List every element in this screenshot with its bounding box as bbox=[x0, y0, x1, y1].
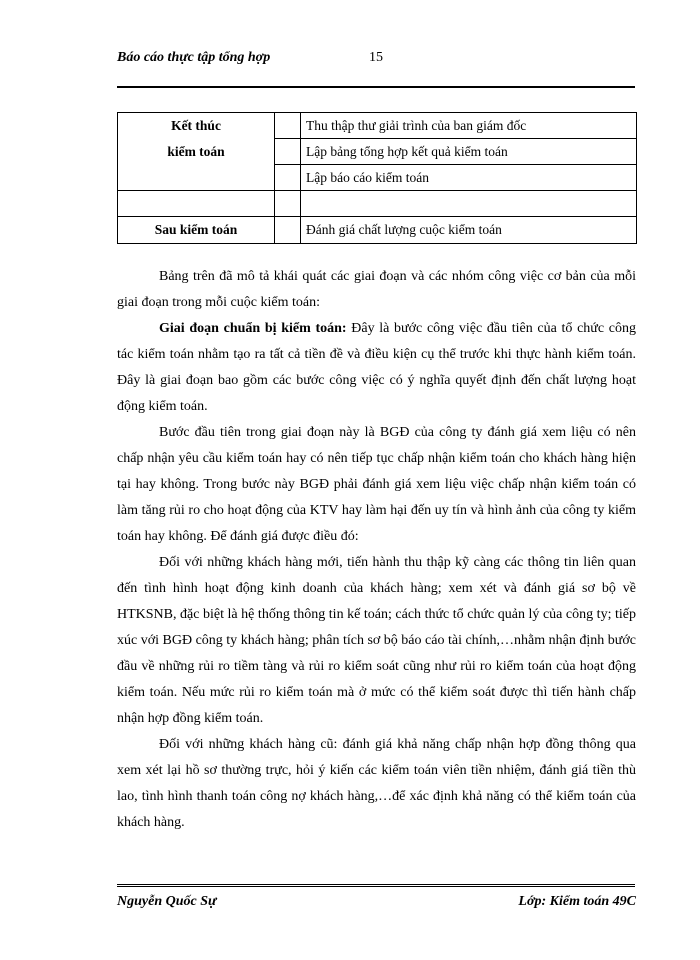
page-number: 15 bbox=[369, 50, 383, 65]
footer-class: Lớp: Kiểm toán 49C bbox=[518, 894, 636, 909]
table-row bbox=[118, 217, 637, 244]
task-cell bbox=[301, 191, 637, 217]
table-row bbox=[118, 165, 637, 191]
stage-cell: kiểm toán bbox=[118, 139, 275, 165]
task-cell: Đánh giá chất lượng cuộc kiểm toán bbox=[301, 217, 637, 244]
task-cell: Thu thập thư giải trình của ban giám đốc bbox=[301, 113, 637, 139]
stage-cell: Sau kiểm toán bbox=[118, 217, 275, 244]
paragraph: Bảng trên đã mô tả khái quát các giai đoạn và các nhóm công việc cơ bản của mỗi giai đoạn trong mỗi cuộc kiểm toán: bbox=[117, 269, 636, 310]
spacer-cell bbox=[275, 217, 301, 244]
table-row bbox=[118, 113, 637, 139]
body-text bbox=[117, 264, 636, 836]
spacer-cell bbox=[275, 191, 301, 217]
table-row bbox=[118, 139, 637, 165]
paragraph-text: Đây là bước công việc đầu tiên của tổ chức công tác kiểm toán nhằm tạo ra tất cả tiền đề và điều kiện cụ thể trước khi thực hành kiểm toán. Đây là giai đoạn bao gồm các bước công việc có ý nghĩa quyết định đến chất lượng hoạt động kiểm toán. bbox=[117, 321, 637, 414]
stage-cell bbox=[118, 165, 275, 191]
stage-cell bbox=[118, 191, 275, 217]
header-rule bbox=[117, 86, 635, 88]
stage-cell: Kết thúc bbox=[118, 113, 275, 139]
spacer-cell bbox=[275, 113, 301, 139]
footer-rule bbox=[117, 884, 635, 887]
table-row bbox=[118, 191, 637, 217]
spacer-cell bbox=[275, 139, 301, 165]
task-cell: Lập báo cáo kiểm toán bbox=[301, 165, 637, 191]
spacer-cell bbox=[275, 165, 301, 191]
paragraph-heading: Giai đoạn chuẩn bị kiểm toán: bbox=[159, 321, 347, 336]
paragraph: Đối với những khách hàng cũ: đánh giá khả năng chấp nhận hợp đồng thông qua xem xét lại hồ sơ thường trực, hỏi ý kiến các kiểm toán viên tiền nhiệm, đánh giá tiền thù lao, tình hình thanh toán công nợ khách hàng,…để xác định khả năng có thể kiểm toán của khách hàng. bbox=[117, 737, 636, 830]
footer-author: Nguyễn Quốc Sự bbox=[117, 894, 217, 909]
paragraph: Đối với những khách hàng mới, tiến hành thu thập kỹ càng các thông tin liên quan đến tình hình hoạt động kinh doanh của khách hàng; xem xét và đánh giá sơ bộ về HTKSNB, đặc biệt là hệ thống thông tin kế toán; cách thức tổ chức quản lý của công ty; tiếp xúc với BGĐ công ty khách hàng; phân tích sơ bộ báo cáo tài chính,…nhằm nhận định bước đầu về những rủi ro tiềm tàng và rủi ro kiểm soát cũng như rủi ro kiểm toán của hoạt động kiểm toán. Nếu mức rủi ro kiểm toán mà ở mức có thể kiểm soát được thì tiến hành chấp nhận hợp đồng kiểm toán. bbox=[117, 555, 636, 726]
paragraph: Bước đầu tiên trong giai đoạn này là BGĐ của công ty đánh giá xem liệu có nên chấp nhận yêu cầu kiểm toán hay có nên tiếp tục chấp nhận kiểm toán cho khách hàng hiện tại hay không. Trong bước này BGĐ phải đánh giá xem liệu việc chấp nhận kiểm toán có làm tăng rủi ro cho hoạt động của KTV hay làm hại đến uy tín và hình ảnh của công ty kiểm toán hay không. Để đánh giá được điều đó: bbox=[117, 425, 636, 544]
audit-stages-table bbox=[117, 112, 637, 244]
paragraph bbox=[117, 316, 636, 420]
task-cell: Lập bảng tổng hợp kết quả kiểm toán bbox=[301, 139, 637, 165]
header-title: Báo cáo thực tập tổng hợp bbox=[117, 50, 271, 65]
